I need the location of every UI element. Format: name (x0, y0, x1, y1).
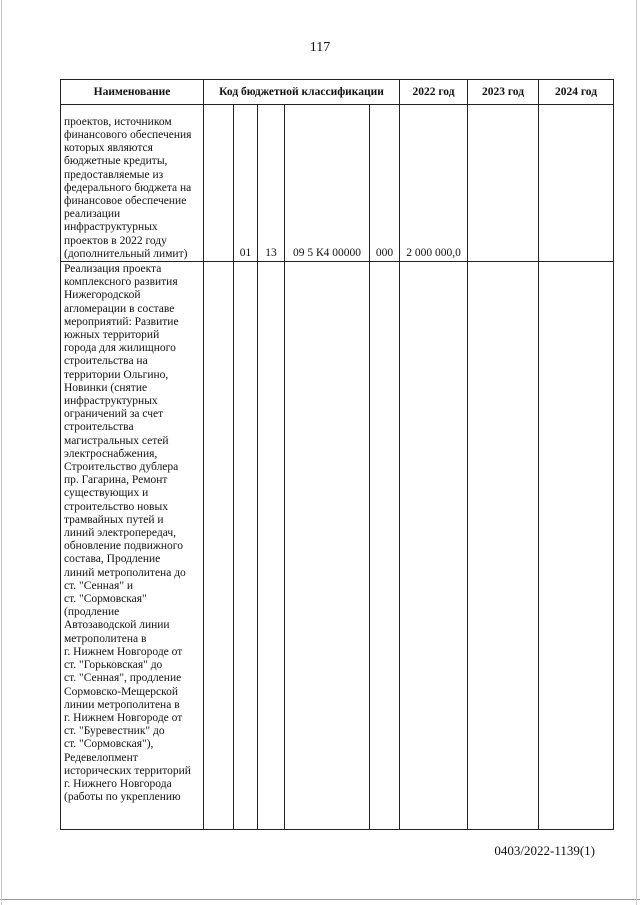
row-name: Реализация проекта комплексного развития Нижегородской агломерации в составе мероприятий: Развитие южных территорий города для жилищного строительства на территории Ольгино, Новинки (снятие инфраструктурных ограничений за счет строительства магистральных сетей электроснабжения, Строительство дублера пр. Гагарина, Ремонт существующих и строительство новых трамвайных путей и линий электропередач, обновление подвижного состава, Продление линий метрополитена до ст. "Сенная" и ст. "Сормовская" (продление Автозаводской линии метрополитена в г. Нижнем Новгороде от ст. "Горьковская" до ст. "Сенная", продление Сормовско-Мещерской линии метрополитена в г. Нижнем Новгороде от ст. "Буревестник" до ст. "Сормовская"), Редевелопмент исторических территорий г. Нижнего Новгорода (работы по укреплению (61, 262, 204, 830)
code-section (234, 262, 258, 830)
code-part-1 (204, 262, 234, 830)
code-subsection (258, 262, 285, 830)
amount-2023 (468, 262, 539, 830)
page-number: 117 (309, 40, 331, 55)
budget-table (60, 79, 614, 830)
header-2024: 2024 год (539, 80, 614, 105)
table-row (61, 262, 614, 830)
scan-left-edge (1, 0, 2, 905)
code-subsection: 13 (258, 105, 285, 262)
row-name: проектов, источником финансового обеспечения которых являются бюджетные кредиты, предоставляемые из федерального бюджета на финансовое обеспечение реализации инфраструктурных проектов в 2022 году (дополнительный лимит) (61, 105, 204, 262)
header-2023: 2023 год (468, 80, 539, 105)
header-2022: 2022 год (400, 80, 468, 105)
document-code: 0403/2022-1139(1) (494, 843, 595, 858)
code-part-1 (204, 105, 234, 262)
header-name: Наименование (61, 80, 204, 105)
amount-2024 (539, 105, 614, 262)
table-header-row (61, 80, 614, 105)
code-expense-type: 000 (370, 105, 400, 262)
table-row (61, 105, 614, 262)
amount-2022 (400, 262, 468, 830)
scan-right-edge (636, 0, 637, 905)
code-target-article (285, 262, 370, 830)
code-target-article: 09 5 К4 00000 (285, 105, 370, 262)
code-expense-type (370, 262, 400, 830)
amount-2024 (539, 262, 614, 830)
amount-2022: 2 000 000,0 (400, 105, 468, 262)
header-budget-code: Код бюджетной классификации (204, 80, 400, 105)
code-section: 01 (234, 105, 258, 262)
scan-bottom-edge (0, 899, 640, 900)
amount-2023 (468, 105, 539, 262)
